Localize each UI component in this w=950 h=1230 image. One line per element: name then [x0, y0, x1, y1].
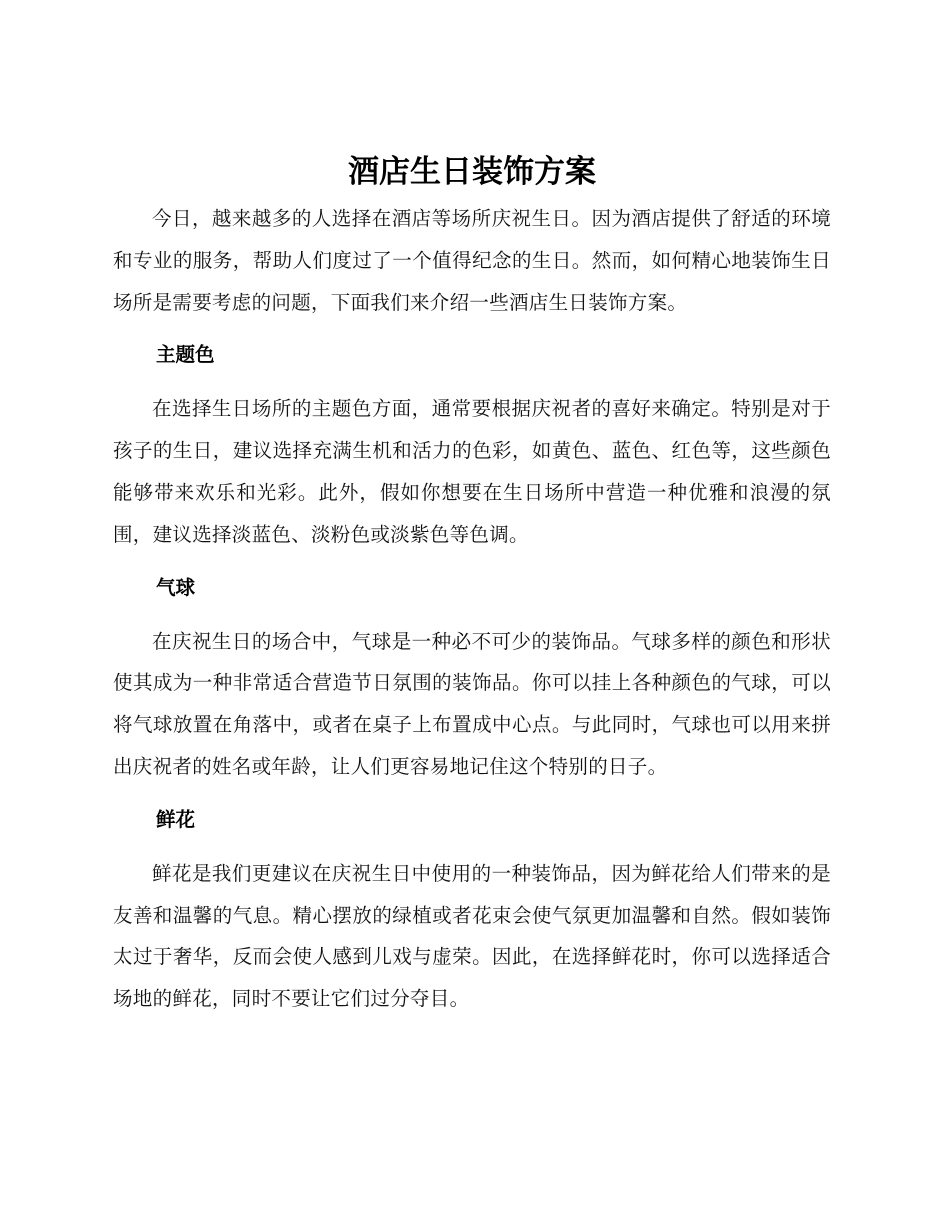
section-body-flowers: 鲜花是我们更建议在庆祝生日中使用的一种装饰品，因为鲜花给人们带来的是友善和温馨的气息。精心摆放的绿植或者花束会使气氛更加温馨和自然。假如装饰太过于奢华，反而会使人感到儿戏与虚荣。因此，在选择鲜花时，你可以选择适合场地的鲜花，同时不要让它们过分夺目。	[113, 861, 831, 1011]
section-heading-flowers: 鲜花	[156, 807, 196, 831]
document-body	[113, 150, 831, 1020]
section-heading-theme-color: 主题色	[156, 343, 215, 367]
document-title: 酒店生日装饰方案	[348, 154, 596, 190]
section-body-theme-color: 在选择生日场所的主题色方面，通常要根据庆祝者的喜好来确定。特别是对于孩子的生日，建议选择充满生机和活力的色彩，如黄色、蓝色、红色等，这些颜色能够带来欢乐和光彩。此外，假如你想要在生日场所中营造一种优雅和浪漫的氛围，建议选择淡蓝色、淡粉色或淡紫色等色调。	[113, 397, 831, 546]
section-heading-balloons: 气球	[156, 575, 196, 599]
intro-paragraph: 今日，越来越多的人选择在酒店等场所庆祝生日。因为酒店提供了舒适的环境和专业的服务，帮助人们度过了一个值得纪念的生日。然而，如何精心地装饰生日场所是需要考虑的问题，下面我们来介绍一些酒店生日装饰方案。	[113, 207, 831, 314]
section-body-balloons: 在庆祝生日的场合中，气球是一种必不可少的装饰品。气球多样的颜色和形状使其成为一种非常适合营造节日氛围的装饰品。你可以挂上各种颜色的气球，可以将气球放置在角落中，或者在桌子上布置成中心点。与此同时，气球也可以用来拼出庆祝者的姓名或年龄，让人们更容易地记住这个特别的日子。	[113, 629, 831, 778]
